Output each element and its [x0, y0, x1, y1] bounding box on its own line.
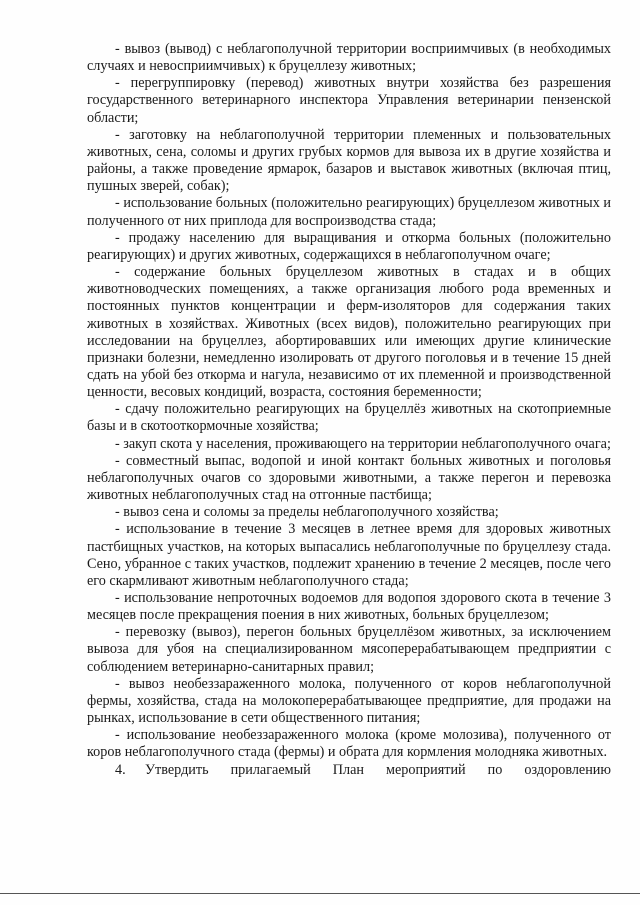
list-item: - перегруппировку (перевод) животных внутри хозяйства без разрешения государственного ветеринарного инспектора Управления ветеринарии пензенской области;	[87, 75, 611, 126]
list-item: - использование больных (положительно реагирующих) бруцеллезом животных и полученного от них приплода для воспроизводства стада;	[87, 195, 611, 229]
list-item: - вывоз сена и соломы за пределы неблагополучного хозяйства;	[115, 504, 499, 521]
numbered-clause	[87, 762, 611, 779]
list-item: - вывоз (вывод) с неблагополучной территории восприимчивых (в необходимых случаях и невосприимчивых) к бруцеллезу животных;	[87, 41, 611, 75]
list-item: - закуп скота у населения, проживающего на территории неблагополучного очага;	[115, 435, 611, 452]
list-item: - содержание больных бруцеллезом животных в стадах и в общих животноводческих помещениях, а также организация любого рода временных и постоянных пунктов концентрации и ферм-изоляторов для содержания таких животных в хозяйствах. Животных (всех видов), положительно реагирующих при исследовании на бруцеллез, абортировавших или имеющих другие клинические признаки болезни, немедленно изолировать от другого поголовья и в течение 15 дней сдать на убой без откорма и нагула, независимо от их племенной и производственной ценности, весовых кондиций, возраста, состояния беременности;	[87, 264, 611, 401]
list-item: - совместный выпас, водопой и иной контакт больных животных и поголовья неблагополучных очагов со здоровыми животными, а также перегон и перевозка животных неблагополучных стад на отгонные пастбища;	[87, 452, 611, 504]
list-item: - заготовку на неблагополучной территории племенных и пользовательных животных, сена, соломы и других грубых кормов для вывоза их в другие хозяйства и районы, а также проведение ярмарок, базаров и выставок животных (включая птиц, пушных зверей, собак);	[87, 126, 611, 195]
clause-number: 4.	[115, 761, 126, 778]
list-item: - использование непроточных водоемов для водопоя здорового скота в течение 3 месяцев после прекращения поения в них животных, больных бруцеллезом;	[87, 590, 611, 624]
list-item: - продажу населению для выращивания и откорма больных (положительно реагирующих) и других животных, содержащихся в неблагополучном очаге;	[87, 229, 611, 263]
list-item: - сдачу положительно реагирующих на бруцеллёз животных на скотоприемные базы и в скотооткормочные хозяйства;	[87, 401, 611, 435]
clause-text: Утвердить прилагаемый План мероприятий по оздоровлению	[145, 761, 611, 778]
document-body	[87, 41, 611, 779]
list-item: - использование в течение 3 месяцев в летнее время для здоровых животных пастбищных участков, на которых выпасались неблагополучные по бруцеллезу стада. Сено, убранное с таких участков, подлежит хранению в течение 2 месяцев, после чего его скармливают животным неблагополучного стада;	[87, 521, 611, 589]
list-item: - перевозку (вывоз), перегон больных бруцеллёзом животных, за исключением вывоза для убоя на специализированном мясоперерабатывающем предприятии с соблюдением ветеринарно-санитарных правил;	[87, 624, 611, 675]
footer-divider	[0, 893, 640, 894]
list-item: - использование необеззараженного молока (кроме молозива), полученного от коров неблагополучного стада (фермы) и обрата для кормления молодняка животных.	[87, 727, 611, 761]
list-item: - вывоз необеззараженного молока, полученного от коров неблагополучной фермы, хозяйства, стада на молокоперерабатывающее предприятие, для продажи на рынках, использование в сети общественного питания;	[87, 675, 611, 727]
